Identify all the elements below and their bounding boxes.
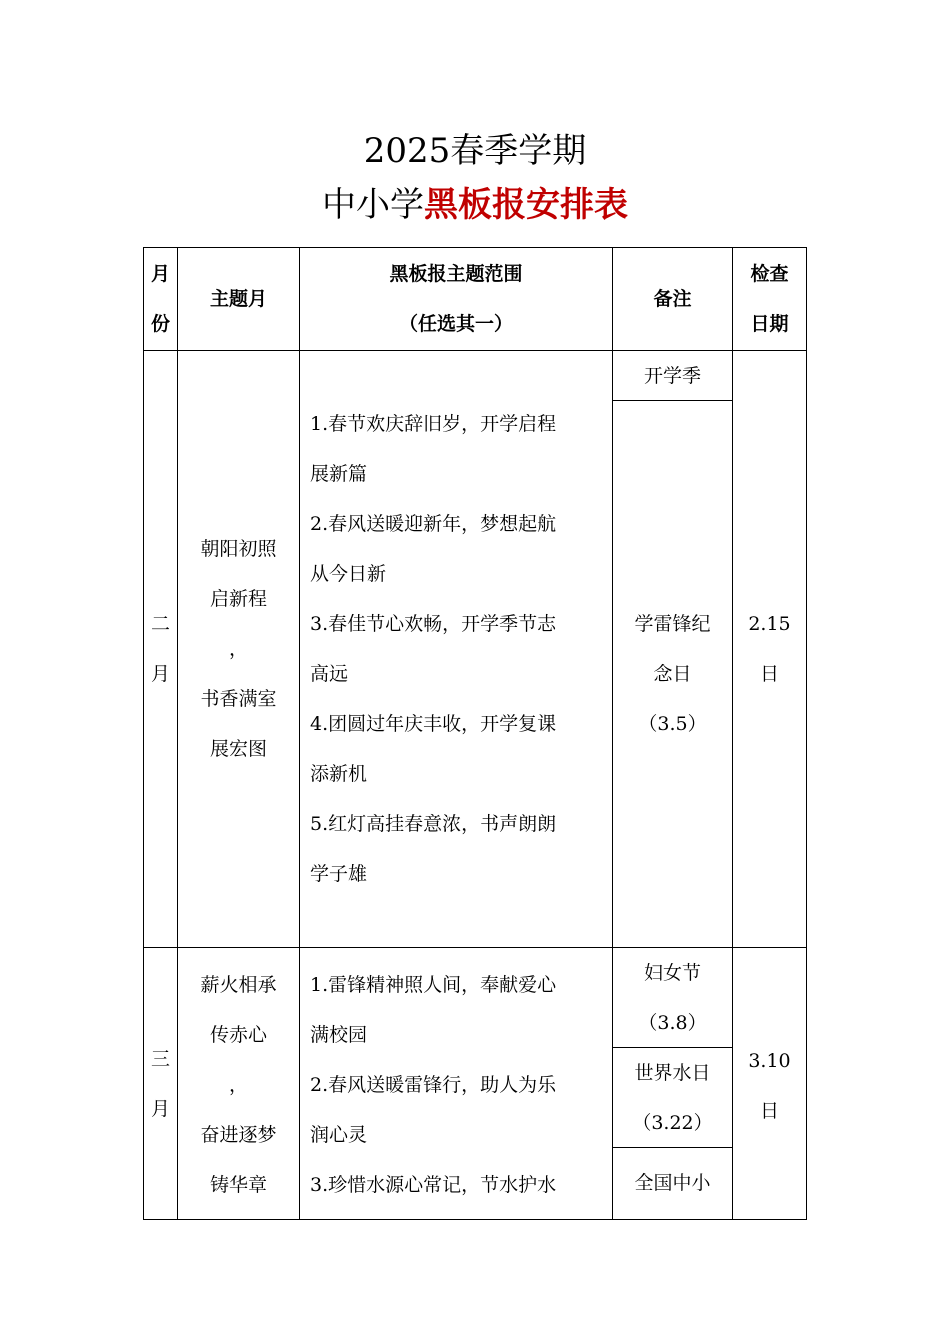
header-scope: 黑板报主题范围 （任选其一） [300, 248, 613, 351]
row-feb-theme: 朝阳初照 启新程 ， 书香满室 展宏图 [178, 351, 300, 948]
row-mar-month: 三 月 [144, 948, 178, 1220]
header-month: 月 份 [144, 248, 178, 351]
title-highlight: 黑板报安排表 [424, 185, 628, 225]
row-mar-remark-1: 妇女节 （3.8） [613, 948, 733, 1048]
schedule-table [143, 247, 807, 1220]
row-feb-check-date: 2.15 日 [733, 351, 807, 948]
title-prefix: 中小学 [322, 185, 424, 225]
row-mar-check-date: 3.10 日 [733, 948, 807, 1220]
row-feb-month: 二 月 [144, 351, 178, 948]
row-feb-scope: 1.春节欢庆辞旧岁，开学启程 展新篇 2.春风送暖迎新年，梦想起航 从今日新 3.春佳节心欢畅，开学季节志 高远 4.团圆过年庆丰收，开学复课 添新机 5.红灯高挂春意浓，书声朗朗 学子雄 [300, 351, 613, 948]
header-theme: 主题月 [178, 248, 300, 351]
title-line-1 [0, 126, 950, 176]
header-check-date: 检查 日期 [733, 248, 807, 351]
title-year-term: 2025春季学期 [363, 131, 587, 171]
row-mar-remark-2: 世界水日 （3.22） [613, 1048, 733, 1148]
row-mar-scope: 1.雷锋精神照人间，奉献爱心 满校园 2.春风送暖雷锋行，助人为乐 润心灵 3.珍惜水源心常记，节水护水 [300, 948, 613, 1220]
row-feb-remark-1: 开学季 [613, 351, 733, 401]
row-mar-remark-3: 全国中小 [613, 1148, 733, 1220]
row-mar-theme: 薪火相承 传赤心 ， 奋进逐梦 铸华章 [178, 948, 300, 1220]
title-line-2 [0, 180, 950, 230]
row-feb-remark-2: 学雷锋纪 念日 （3.5） [613, 401, 733, 948]
header-remark: 备注 [613, 248, 733, 351]
